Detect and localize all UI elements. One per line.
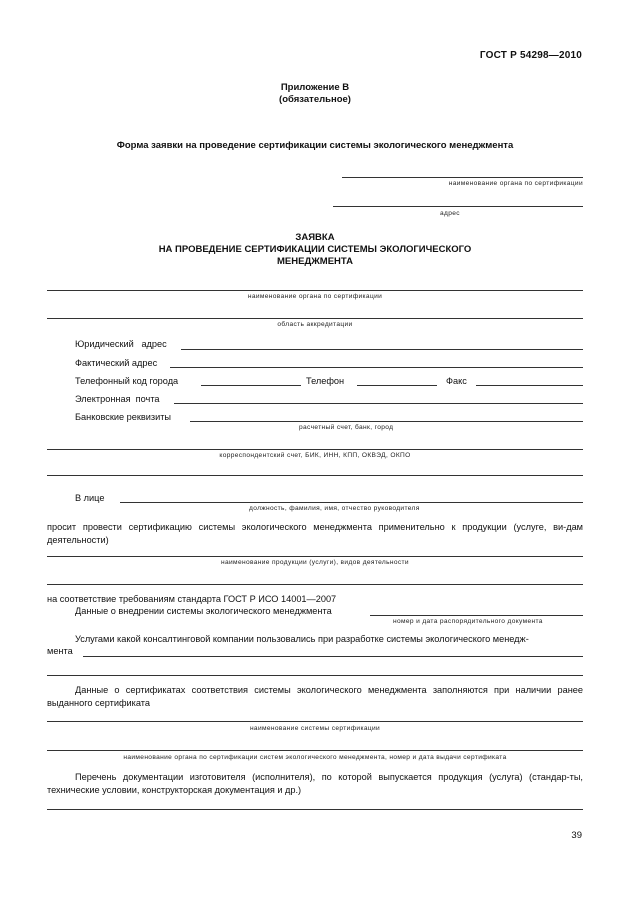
email-field[interactable] bbox=[174, 403, 583, 404]
addressee-org-line[interactable] bbox=[342, 177, 583, 178]
in-person-field[interactable] bbox=[120, 502, 583, 503]
heading-line1: ЗАЯВКА bbox=[295, 232, 335, 243]
documentation-field[interactable] bbox=[47, 809, 583, 810]
consulting-text-line2: мента bbox=[47, 646, 73, 656]
fax-field[interactable] bbox=[476, 385, 583, 386]
corr-account-caption: корреспондентский счет, БИК, ИНН, КПП, ОКВЭД, ОКПО bbox=[219, 452, 411, 459]
product-line-2[interactable] bbox=[47, 584, 583, 585]
implementation-field[interactable] bbox=[370, 615, 583, 616]
phone-label: Телефон bbox=[306, 376, 345, 386]
product-line[interactable] bbox=[47, 556, 583, 557]
implementation-label: Данные о внедрении системы экологического менеджмента bbox=[75, 606, 332, 616]
fax-label: Факс bbox=[446, 376, 467, 386]
addressee-org-caption: наименование органа по сертификации bbox=[448, 180, 583, 187]
appendix-title: Приложение В bbox=[280, 82, 350, 93]
addressee-address-line[interactable] bbox=[333, 206, 583, 207]
actual-address-field[interactable] bbox=[170, 367, 583, 368]
product-caption: наименование продукции (услуги), видов деятельности bbox=[221, 559, 409, 566]
implementation-caption: номер и дата распорядительного документа bbox=[393, 618, 543, 625]
appendix-subtitle: (обязательное) bbox=[279, 94, 351, 105]
applicant-org-caption: наименование органа по сертификации bbox=[247, 293, 383, 300]
certification-body-caption: наименование органа по сертификации систем экологического менеджмента, номер и дата выдачи сертификата bbox=[123, 754, 507, 761]
accreditation-line[interactable] bbox=[47, 318, 583, 319]
documentation-text: Перечень документации изготовителя (исполнителя), по которой выпускается продукция (услуга) (стандар-ты, технические условии, конструкторская документация и др.) bbox=[47, 772, 583, 795]
certificates-text: Данные о сертификатах соответствия системы экологического менеджмента заполняются при наличии ранее выданного сертификата bbox=[47, 685, 583, 708]
consulting-field-2[interactable] bbox=[47, 675, 583, 676]
actual-address-label: Фактический адрес bbox=[75, 358, 158, 368]
phone-code-field[interactable] bbox=[201, 385, 301, 386]
request-text: просит провести сертификацию системы экологического менеджмента применительно к продукции (услуге, ви-дам деятельности) bbox=[47, 522, 583, 545]
heading-line3: МЕНЕДЖМЕНТА bbox=[277, 256, 353, 267]
email-label: Электронная почта bbox=[75, 394, 160, 404]
accreditation-caption: область аккредитации bbox=[277, 321, 353, 328]
legal-address-field[interactable] bbox=[181, 349, 583, 350]
corr-account-line-2[interactable] bbox=[47, 475, 583, 476]
consulting-text-line1: Услугами какой консалтинговой компании пользовались при разработке системы экологического менедж- bbox=[75, 634, 529, 644]
applicant-org-line[interactable] bbox=[47, 290, 583, 291]
in-person-caption: должность, фамилия, имя, отчество руководителя bbox=[249, 505, 420, 512]
phone-code-label: Телефонный код города bbox=[75, 376, 179, 386]
bank-field[interactable] bbox=[190, 421, 583, 422]
bank-label: Банковские реквизиты bbox=[75, 412, 172, 422]
in-person-label: В лице bbox=[75, 493, 105, 503]
certification-system-caption: наименование системы сертификации bbox=[249, 725, 381, 732]
bank-caption: расчетный счет, банк, город bbox=[299, 424, 394, 431]
heading-line2: НА ПРОВЕДЕНИЕ СЕРТИФИКАЦИИ СИСТЕМЫ ЭКОЛОГИЧЕСКОГО bbox=[158, 244, 472, 255]
corr-account-line[interactable] bbox=[47, 449, 583, 450]
consulting-field[interactable] bbox=[83, 656, 583, 657]
compliance-text: на соответствие требованиям стандарта ГОСТ Р ИСО 14001—2007 bbox=[47, 594, 337, 604]
addressee-address-caption: адрес bbox=[440, 210, 460, 217]
legal-address-label: Юридический адрес bbox=[75, 339, 167, 349]
phone-field[interactable] bbox=[357, 385, 437, 386]
standard-number: ГОСТ Р 54298—2010 bbox=[479, 50, 582, 61]
certification-system-line[interactable] bbox=[47, 721, 583, 722]
form-title: Форма заявки на проведение сертификации системы экологического менеджмента bbox=[116, 140, 514, 151]
page-number: 39 bbox=[571, 830, 582, 841]
certification-body-line[interactable] bbox=[47, 750, 583, 751]
